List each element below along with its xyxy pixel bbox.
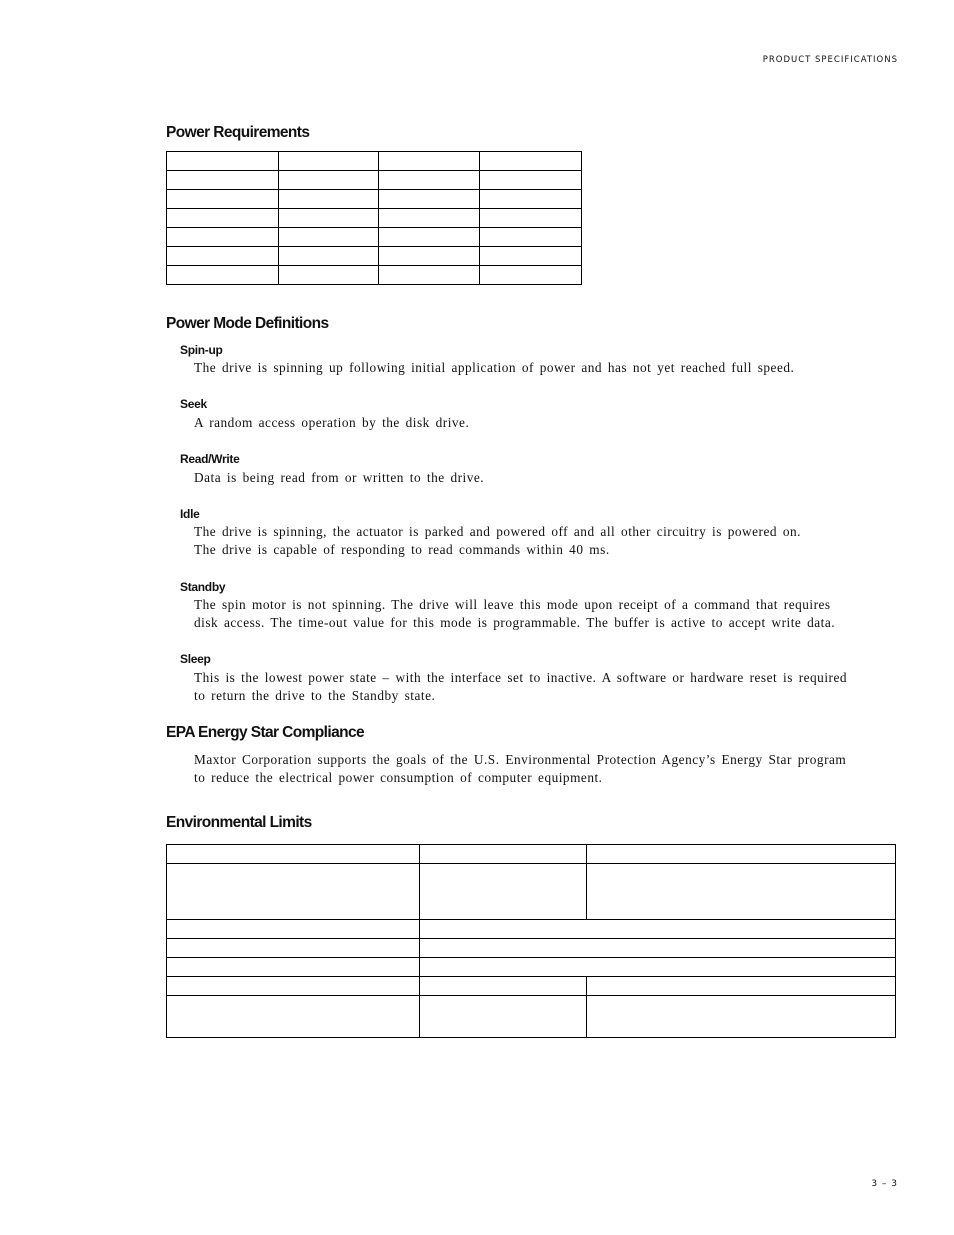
- table-row: [167, 171, 582, 190]
- energy-star-title: EPA Energy Star Compliance: [166, 724, 365, 741]
- definition-term: Read/Write: [180, 452, 240, 466]
- table-row: [167, 152, 582, 171]
- page-number: 3 – 3: [871, 1179, 898, 1189]
- table-row: [167, 864, 896, 920]
- running-head: PRODUCT SPECIFICATIONS: [762, 55, 898, 65]
- definition-text: The spin motor is not spinning. The drive will leave this mode upon receipt of a command that requires: [194, 597, 831, 612]
- table-row: [167, 958, 896, 977]
- definition-text: A random access operation by the disk drive.: [194, 415, 470, 430]
- definition-term: Seek: [180, 397, 207, 411]
- environmental-limits-title: Environmental Limits: [166, 814, 312, 831]
- table-row: [167, 996, 896, 1038]
- energy-star-text: Maxtor Corporation supports the goals of the U.S. Environmental Protection Agency’s Energy Star program: [194, 752, 847, 767]
- definition-term: Sleep: [180, 652, 211, 666]
- power-mode-definitions-title: Power Mode Definitions: [166, 315, 329, 332]
- definition-text: This is the lowest power state – with the interface set to inactive. A software or hardware reset is required: [194, 670, 848, 685]
- definition-text: disk access. The time-out value for this mode is programmable. The buffer is active to accept write data.: [194, 615, 836, 630]
- table-row: [167, 209, 582, 228]
- definition-term: Spin-up: [180, 343, 223, 357]
- definition-text: The drive is spinning, the actuator is parked and powered off and all other circuitry is powered on.: [194, 524, 801, 539]
- definition-text: Data is being read from or written to the drive.: [194, 470, 485, 485]
- table-row: [167, 247, 582, 266]
- table-row: [167, 920, 896, 939]
- table-row: [167, 266, 582, 285]
- definition-text: The drive is spinning up following initial application of power and has not yet reached full speed.: [194, 360, 795, 375]
- power-requirements-title: Power Requirements: [166, 124, 310, 141]
- definition-text: to return the drive to the Standby state.: [194, 688, 436, 703]
- energy-star-text: to reduce the electrical power consumption of computer equipment.: [194, 770, 603, 785]
- table-row: [167, 845, 896, 864]
- table-row: [167, 190, 582, 209]
- table-row: [167, 939, 896, 958]
- definition-term: Idle: [180, 507, 200, 521]
- definition-term: Standby: [180, 580, 226, 594]
- table-row: [167, 228, 582, 247]
- table-row: [167, 977, 896, 996]
- environmental-limits-table: [166, 844, 896, 1038]
- power-requirements-table: [166, 151, 582, 285]
- definition-text: The drive is capable of responding to read commands within 40 ms.: [194, 542, 610, 557]
